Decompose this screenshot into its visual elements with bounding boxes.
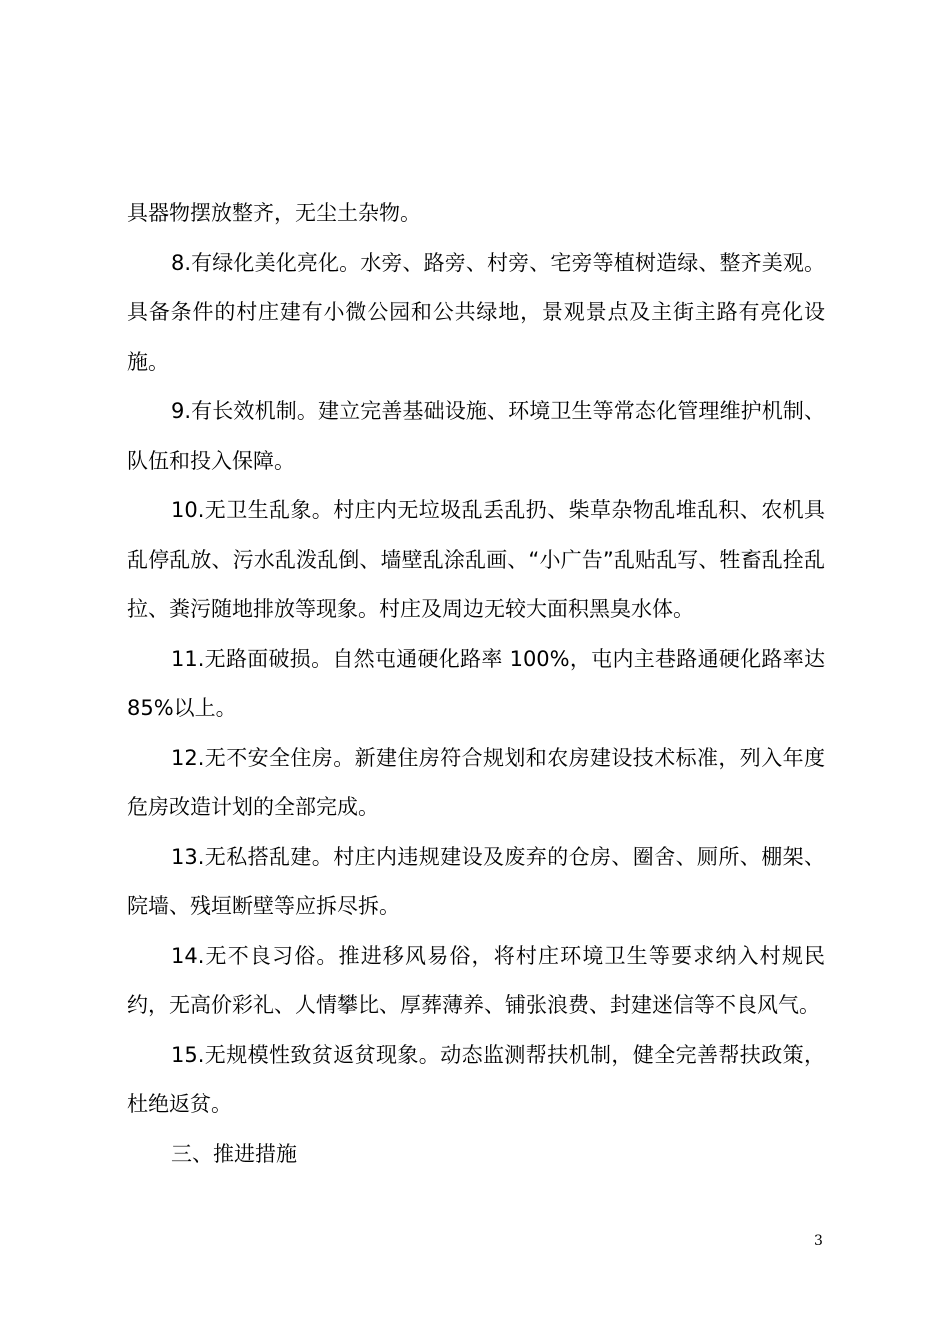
paragraph-item-11: 11.无路面破损。自然屯通硬化路率 100%，屯内主巷路通硬化路率达 85%以上。: [127, 646, 825, 720]
paragraph-item-10: 10.无卫生乱象。村庄内无垃圾乱丢乱扔、柴草杂物乱堆乱积、农机具乱停乱放、污水乱泼乱倒、墙壁乱涂乱画、“小广告”乱贴乱写、牲畜乱拴乱拉、粪污随地排放等现象。村庄及周边无较大面积黑臭水体。: [127, 498, 825, 621]
paragraph-item-8: 8.有绿化美化亮化。水旁、路旁、村旁、宅旁等植树造绿、整齐美观。具备条件的村庄建有小微公园和公共绿地，景观景点及主街主路有亮化设施。: [127, 250, 825, 374]
paragraph-item-14: 14.无不良习俗。推进移风易俗，将村庄环境卫生等要求纳入村规民约，无高价彩礼、人情攀比、厚葬薄养、铺张浪费、封建迷信等不良风气。: [127, 943, 825, 1017]
paragraph-item-12: 12.无不安全住房。新建住房符合规划和农房建设技术标准，列入年度危房改造计划的全部完成。: [127, 745, 825, 819]
page-number: 3: [814, 1233, 823, 1249]
section-heading-3: 三、推进措施: [171, 1141, 297, 1166]
paragraph-item-9: 9.有长效机制。建立完善基础设施、环境卫生等常态化管理维护机制、队伍和投入保障。: [127, 399, 825, 473]
paragraph-item-13: 13.无私搭乱建。村庄内违规建设及废弃的仓房、圈舍、厕所、棚架、院墙、残垣断壁等应拆尽拆。: [127, 844, 825, 918]
document-body: [127, 189, 825, 1179]
paragraph-continuation: 具器物摆放整齐，无尘土杂物。: [127, 201, 421, 225]
paragraph-item-15: 15.无规模性致贫返贫现象。动态监测帮扶机制，健全完善帮扶政策，杜绝返贫。: [127, 1042, 825, 1116]
